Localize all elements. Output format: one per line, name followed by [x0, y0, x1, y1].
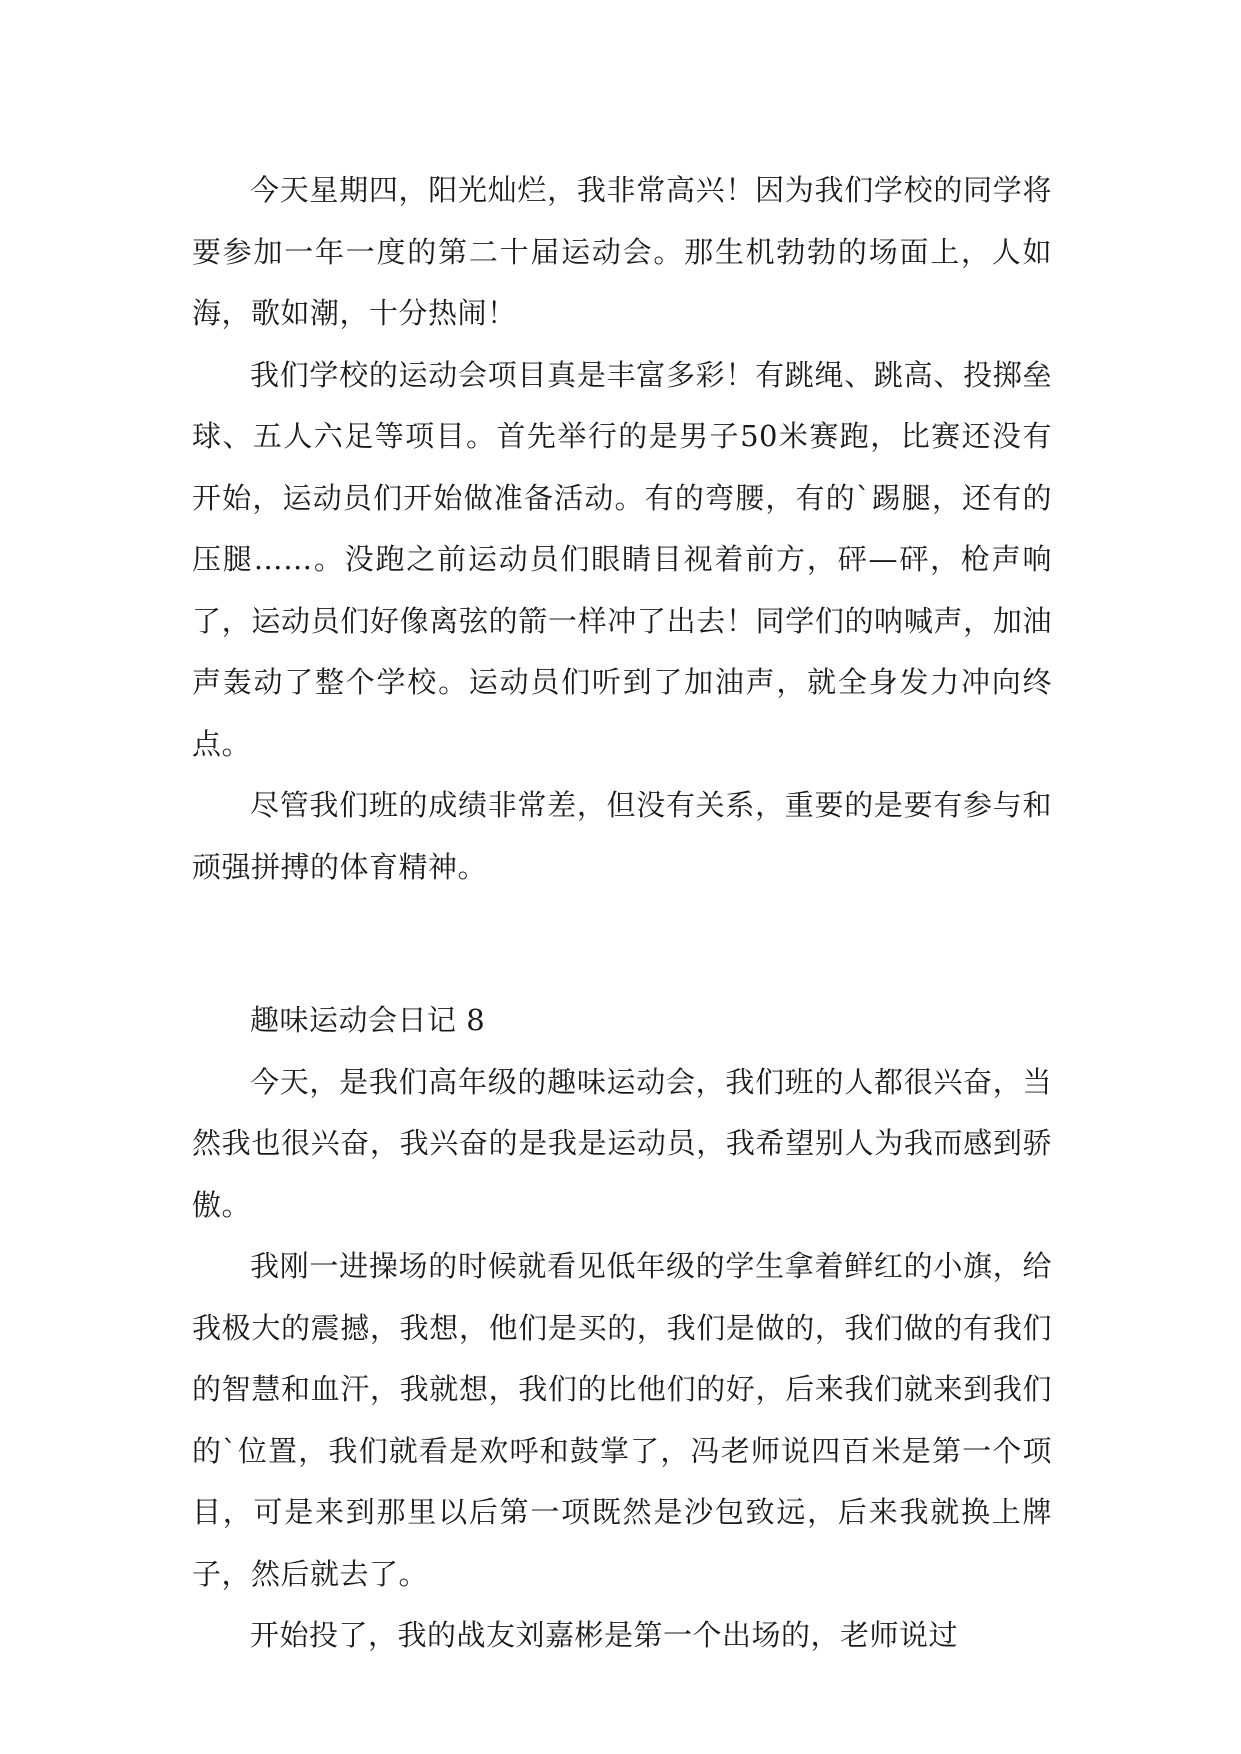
paragraph: 今天，是我们高年级的趣味运动会，我们班的人都很兴奋，当然我也很兴奋，我兴奋的是我是运动员，我希望别人为我而感到骄傲。 [192, 1064, 1052, 1222]
paragraph: 今天星期四，阳光灿烂，我非常高兴！因为我们学校的同学将要参加一年一度的第二十届运动会。那生机勃勃的场面上，人如海，歌如潮，十分热闹！ [192, 173, 1052, 330]
paragraph: 我们学校的运动会项目真是丰富多彩！有跳绳、跳高、投掷垒球、五人六足等项目。首先举行的是男子50米赛跑，比赛还没有开始，运动员们开始做准备活动。有的弯腰，有的`踢腿，还有的压腿……。没跑之前运动员们眼睛目视着前方，砰—砰，枪声响了，运动员们好像离弦的箭一样冲了出去！同学们的呐喊声，加油声轰动了整个学校。运动员们听到了加油声，就全身发力冲向终点。 [192, 357, 1052, 761]
paragraph: 尽管我们班的成绩非常差，但没有关系，重要的是要有参与和顽强拼搏的体育精神。 [192, 788, 1052, 884]
document-page [192, 160, 1052, 1667]
paragraph: 开始投了，我的战友刘嘉彬是第一个出场的，老师说过 [250, 1618, 959, 1652]
paragraph: 我刚一进操场的时候就看见低年级的学生拿着鲜红的小旗，给我极大的震撼，我想，他们是买的，我们是做的，我们做的有我们的智慧和血汗，我就想，我们的比他们的好，后来我们就来到我们的`位置，我们就看是欢呼和鼓掌了，冯老师说四百米是第一个项目，可是来到那里以后第一项既然是沙包致远，后来我就换上牌子，然后就去了。 [192, 1249, 1052, 1591]
section-gap [192, 898, 1052, 990]
section-title: 趣味运动会日记 8 [250, 1003, 486, 1037]
